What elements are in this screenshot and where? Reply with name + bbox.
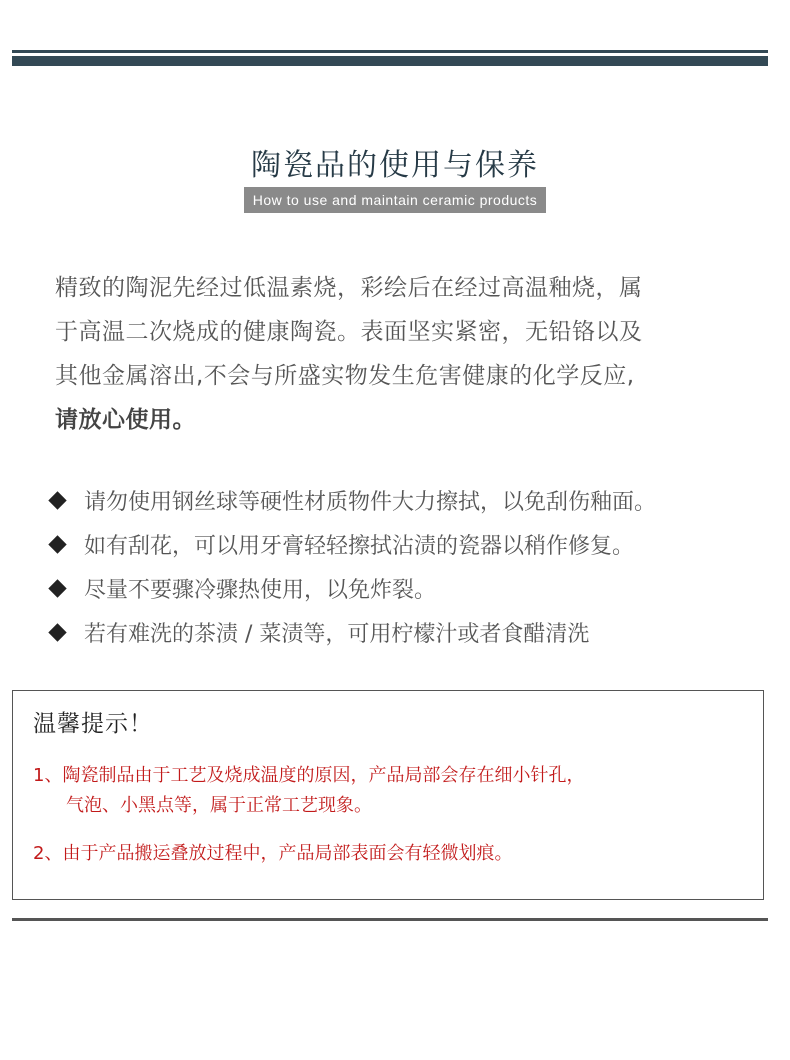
notice-item	[33, 839, 512, 869]
page-subtitle: How to use and maintain ceramic products	[244, 187, 547, 213]
care-tip-text: 如有刮花，可以用牙膏轻轻擦拭沾渍的瓷器以稍作修复。	[84, 533, 635, 559]
notice-item-line: 2、由于产品搬运叠放过程中，产品局部表面会有轻微划痕。	[33, 843, 513, 864]
intro-line: 精致的陶泥先经过低温素烧，彩绘后在经过高温釉烧，属	[55, 275, 643, 301]
care-tip-text: 若有难洗的茶渍 / 菜渍等，可用柠檬汁或者食醋清洗	[84, 621, 590, 647]
notice-item	[33, 761, 584, 821]
subtitle-container	[0, 187, 790, 213]
diamond-bullet-icon	[48, 579, 66, 597]
care-tip-text: 请勿使用钢丝球等硬性材质物件大力擦拭，以免刮伤釉面。	[84, 489, 657, 515]
intro-line: 于高温二次烧成的健康陶瓷。表面坚实紧密，无铅铬以及	[55, 319, 643, 345]
header-rule-thick	[12, 56, 768, 66]
care-tip-item	[47, 610, 767, 654]
intro-paragraph	[55, 266, 745, 442]
footer-rule	[12, 918, 768, 921]
diamond-bullet-icon	[48, 491, 66, 509]
notice-title: 温馨提示！	[33, 711, 153, 737]
intro-bold-line: 请放心使用。	[55, 407, 196, 433]
intro-line: 其他金属溶出,不会与所盛实物发生危害健康的化学反应,	[55, 363, 635, 389]
header-rule-thin	[12, 50, 768, 53]
notice-item-line: 1、陶瓷制品由于工艺及烧成温度的原因，产品局部会存在细小针孔，	[33, 765, 585, 786]
diamond-bullet-icon	[48, 623, 66, 641]
care-tips-list	[47, 478, 767, 654]
notice-box	[12, 690, 764, 900]
care-tip-item	[47, 566, 767, 610]
care-tip-text: 尽量不要骤冷骤热使用，以免炸裂。	[84, 577, 437, 603]
care-tip-item	[47, 478, 767, 522]
diamond-bullet-icon	[48, 535, 66, 553]
care-tip-item	[47, 522, 767, 566]
notice-item-line: 气泡、小黑点等，属于正常工艺现象。	[66, 795, 372, 816]
page-title: 陶瓷品的使用与保养	[251, 148, 539, 183]
